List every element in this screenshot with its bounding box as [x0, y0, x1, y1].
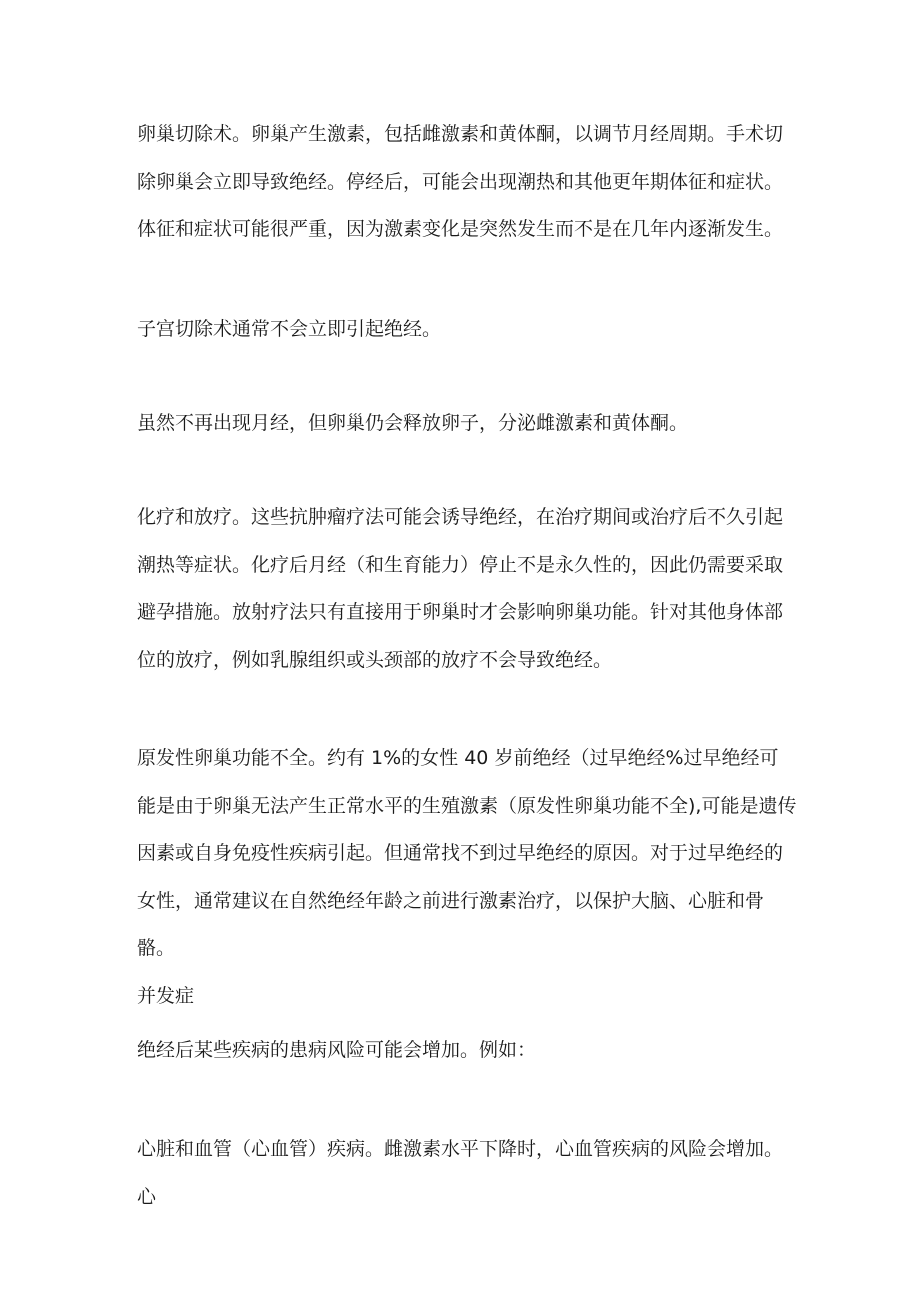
paragraph-cardiovascular: 心脏和血管（心血管）疾病。雌激素水平下降时，心血管疾病的风险会增加。心 — [137, 1138, 784, 1208]
paragraph-ovary-function: 虽然不再出现月经，但卵巢仍会释放卵子，分泌雌激素和黄体酮。 — [137, 412, 689, 434]
paragraph-chemo-radiotherapy: 化疗和放疗。这些抗肿瘤疗法可能会诱导绝经，在治疗期间或治疗后不久引起潮热等症状。化疗后月经（和生育能力）停止不是永久性的，因此仍需要采取避孕措施。放射疗法只有直接用于卵巢时才会影响卵巢功能。针对其他身体部位的放疗，例如乳腺组织或头颈部的放疗不会导致绝经。 — [137, 506, 784, 671]
section-heading-complications: 并发症 — [137, 985, 195, 1007]
paragraph-hysterectomy: 子宫切除术通常不会立即引起绝经。 — [137, 318, 442, 340]
paragraph-ovariectomy: 卵巢切除术。卵巢产生激素，包括雌激素和黄体酮，以调节月经周期。手术切除卵巢会立即导致绝经。停经后，可能会出现潮热和其他更年期体征和症状。体征和症状可能很严重，因为激素变化是突然发生而不是在几年内逐渐发生。 — [137, 123, 784, 240]
paragraph-primary-ovarian-insufficiency: 原发性卵巢功能不全。约有 1%的女性 40 岁前绝经（过早绝经%过早绝经可能是由于卵巢无法产生正常水平的生殖激素（原发性卵巢功能不全),可能是遗传因素或自身免疫性疾病引起。但通常找不到过早绝经的原因。对于过早绝经的女性，通常建议在自然绝经年龄之前进行激素治疗，以保护大脑、心脏和骨骼。 — [137, 747, 797, 959]
paragraph-complications-intro: 绝经后某些疾病的患病风险可能会增加。例如： — [137, 1039, 537, 1061]
